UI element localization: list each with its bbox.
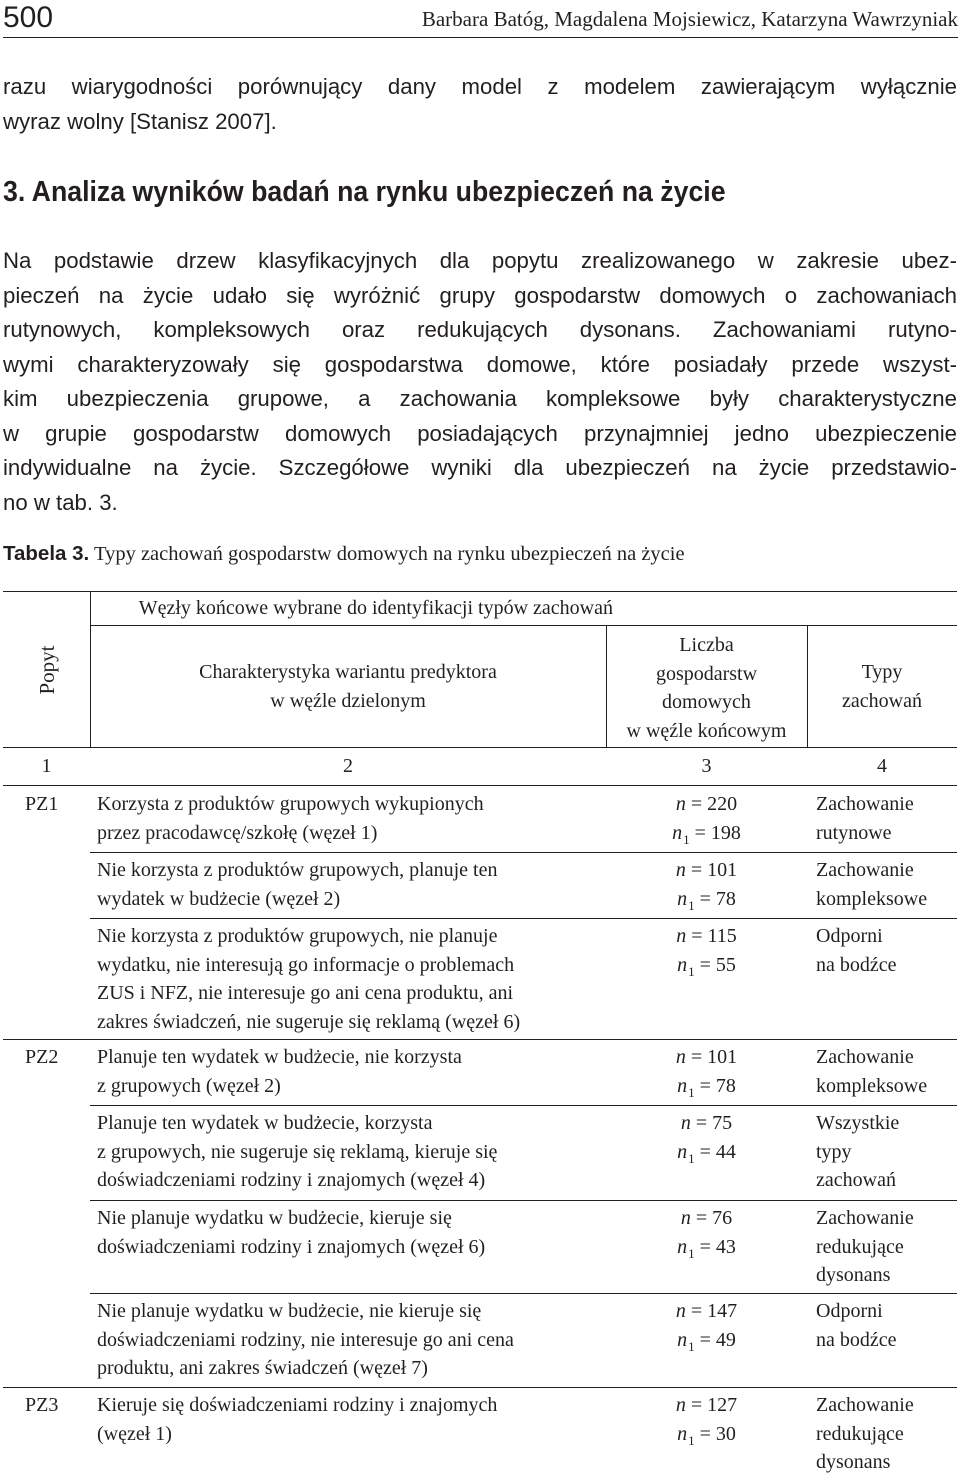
row-characteristic: Nie korzysta z produktów grupowych, planuje ten wydatek w budżecie (węzeł 2): [97, 859, 498, 910]
row-type: Zachowanie kompleksowe: [816, 859, 928, 910]
row-divider: [90, 852, 957, 853]
row-characteristic: Planuje ten wydatek w budżecie, korzysta z grupowych, nie sugeruje się reklamą, kieruje się doświadczeniami rodziny i znajomych (węzeł 4): [97, 1112, 498, 1191]
text-line: pieczeń na życie udało się wyróżnić grupy gospodarstw domowych o zachowaniach: [3, 282, 957, 308]
header-col4: Typy zachowań: [842, 661, 922, 712]
row-popyt: PZ3: [25, 1394, 59, 1416]
header-group-rule: [90, 625, 957, 626]
row-divider: [90, 1200, 957, 1201]
text-line: wyraz wolny [Stanisz 2007].: [3, 108, 277, 134]
page-number: 500: [3, 1, 54, 34]
running-head: Barbara Batóg, Magdalena Mojsiewicz, Katarzyna Wawrzyniak: [421, 7, 958, 31]
header-col3: Liczba gospodarstw domowych w węźle końcowym: [626, 634, 787, 742]
text-line: razu wiarygodności porównujący dany model z modelem zawierającym wyłącznie: [3, 74, 957, 99]
row-divider: [90, 1293, 957, 1294]
header-group-title: Węzły końcowe wybrane do identyfikacji typów zachowań: [138, 597, 613, 619]
row-counts: n = 101 $n_1 = 78$: [675, 1046, 738, 1100]
row-counts: n = 147 $n_1 = 49$: [675, 1300, 738, 1354]
row-type: Zachowanie redukujące dysonans: [816, 1207, 914, 1286]
row-type: Zachowanie rutynowe: [816, 793, 914, 844]
text-line: rutynowych, kompleksowych oraz redukujących dysonans. Zachowaniami rutyno-: [3, 317, 957, 342]
row-counts: n = 101 $n_1 = 78$: [675, 859, 738, 913]
row-counts: n = 76 $n_1 = 43$: [677, 1207, 736, 1261]
row-divider: [90, 918, 957, 919]
column-number: 1: [41, 755, 52, 777]
row-divider: [90, 1105, 957, 1106]
group-divider: [3, 1039, 957, 1040]
column-number: 2: [343, 755, 353, 777]
text-line: indywidualne na życie. Szczegółowe wyniki dla ubezpieczeń na życie przedstawio-: [3, 455, 957, 480]
row-counts: n = 220 $n_1 = 198$: [672, 793, 741, 847]
caption-label: Tabela 3.: [3, 542, 90, 565]
row-type: Wszystkie typy zachowań: [816, 1112, 900, 1191]
row-characteristic: Nie planuje wydatku w budżecie, nie kieruje się doświadczeniami rodziny, nie interesuje go ani cena produktu, ani zakres świadczeń (węzeł 7): [97, 1300, 514, 1379]
row-characteristic: Planuje ten wydatek w budżecie, nie korzysta z grupowych (węzeł 2): [97, 1046, 462, 1097]
header-col2: Charakterystyka wariantu predyktora w węźle dzielonym: [199, 661, 497, 712]
row-characteristic: Kieruje się doświadczeniami rodziny i znajomych (węzeł 1): [97, 1394, 498, 1445]
section-heading: 3. Analiza wyników badań na rynku ubezpieczeń na życie: [3, 176, 726, 208]
caption-text: Typy zachowań gospodarstw domowych na rynku ubezpieczeń na życie: [93, 543, 685, 565]
row-popyt: PZ2: [25, 1046, 59, 1068]
text-line: no w tab. 3.: [3, 489, 118, 515]
row-type: Zachowanie kompleksowe: [816, 1046, 928, 1097]
group-divider: [3, 1387, 957, 1388]
row-type: Odporni na bodźce: [816, 1300, 897, 1351]
text-line: Na podstawie drzew klasyfikacyjnych dla popytu zrealizowanego w zakresie ubez-: [3, 248, 957, 273]
column-number: 3: [701, 755, 712, 777]
row-type: Odporni na bodźce: [816, 925, 897, 976]
text-line: wymi charakteryzowały się gospodarstwa domowe, które posiadały przede wszyst-: [3, 351, 957, 377]
row-characteristic: Nie planuje wydatku w budżecie, kieruje się doświadczeniami rodziny i znajomych (węzeł 6): [97, 1207, 486, 1258]
row-type: Zachowanie redukujące dysonans: [816, 1394, 914, 1473]
numbers-bottom-rule: [3, 785, 957, 786]
table-top-rule: [3, 591, 957, 592]
header-bottom-rule: [3, 747, 957, 748]
row-characteristic: Korzysta z produktów grupowych wykupionych przez pracodawcę/szkołę (węzeł 1): [97, 793, 484, 844]
text-line: w grupie gospodarstw domowych posiadających przynajmniej jedno ubezpieczenie: [3, 420, 957, 446]
text-line: kim ubezpieczenia grupowe, a zachowania kompleksowe były charakterystyczne: [3, 386, 957, 411]
row-popyt: PZ1: [25, 793, 59, 815]
row-characteristic: Nie korzysta z produktów grupowych, nie planuje wydatku, nie interesują go informacje o problemach ZUS i NFZ, nie interesuje go ani cena produktu, ani zakres świadczeń, nie sugeruje się reklamą (węzeł 6): [97, 925, 521, 1033]
column-number: 4: [877, 755, 887, 777]
header-popyt: Popyt: [34, 645, 59, 695]
row-counts: n = 115 $n_1 = 55$: [676, 925, 737, 979]
row-counts: n = 75 $n_1 = 44$: [677, 1112, 736, 1166]
row-counts: n = 127 $n_1 = 30$: [675, 1394, 738, 1448]
